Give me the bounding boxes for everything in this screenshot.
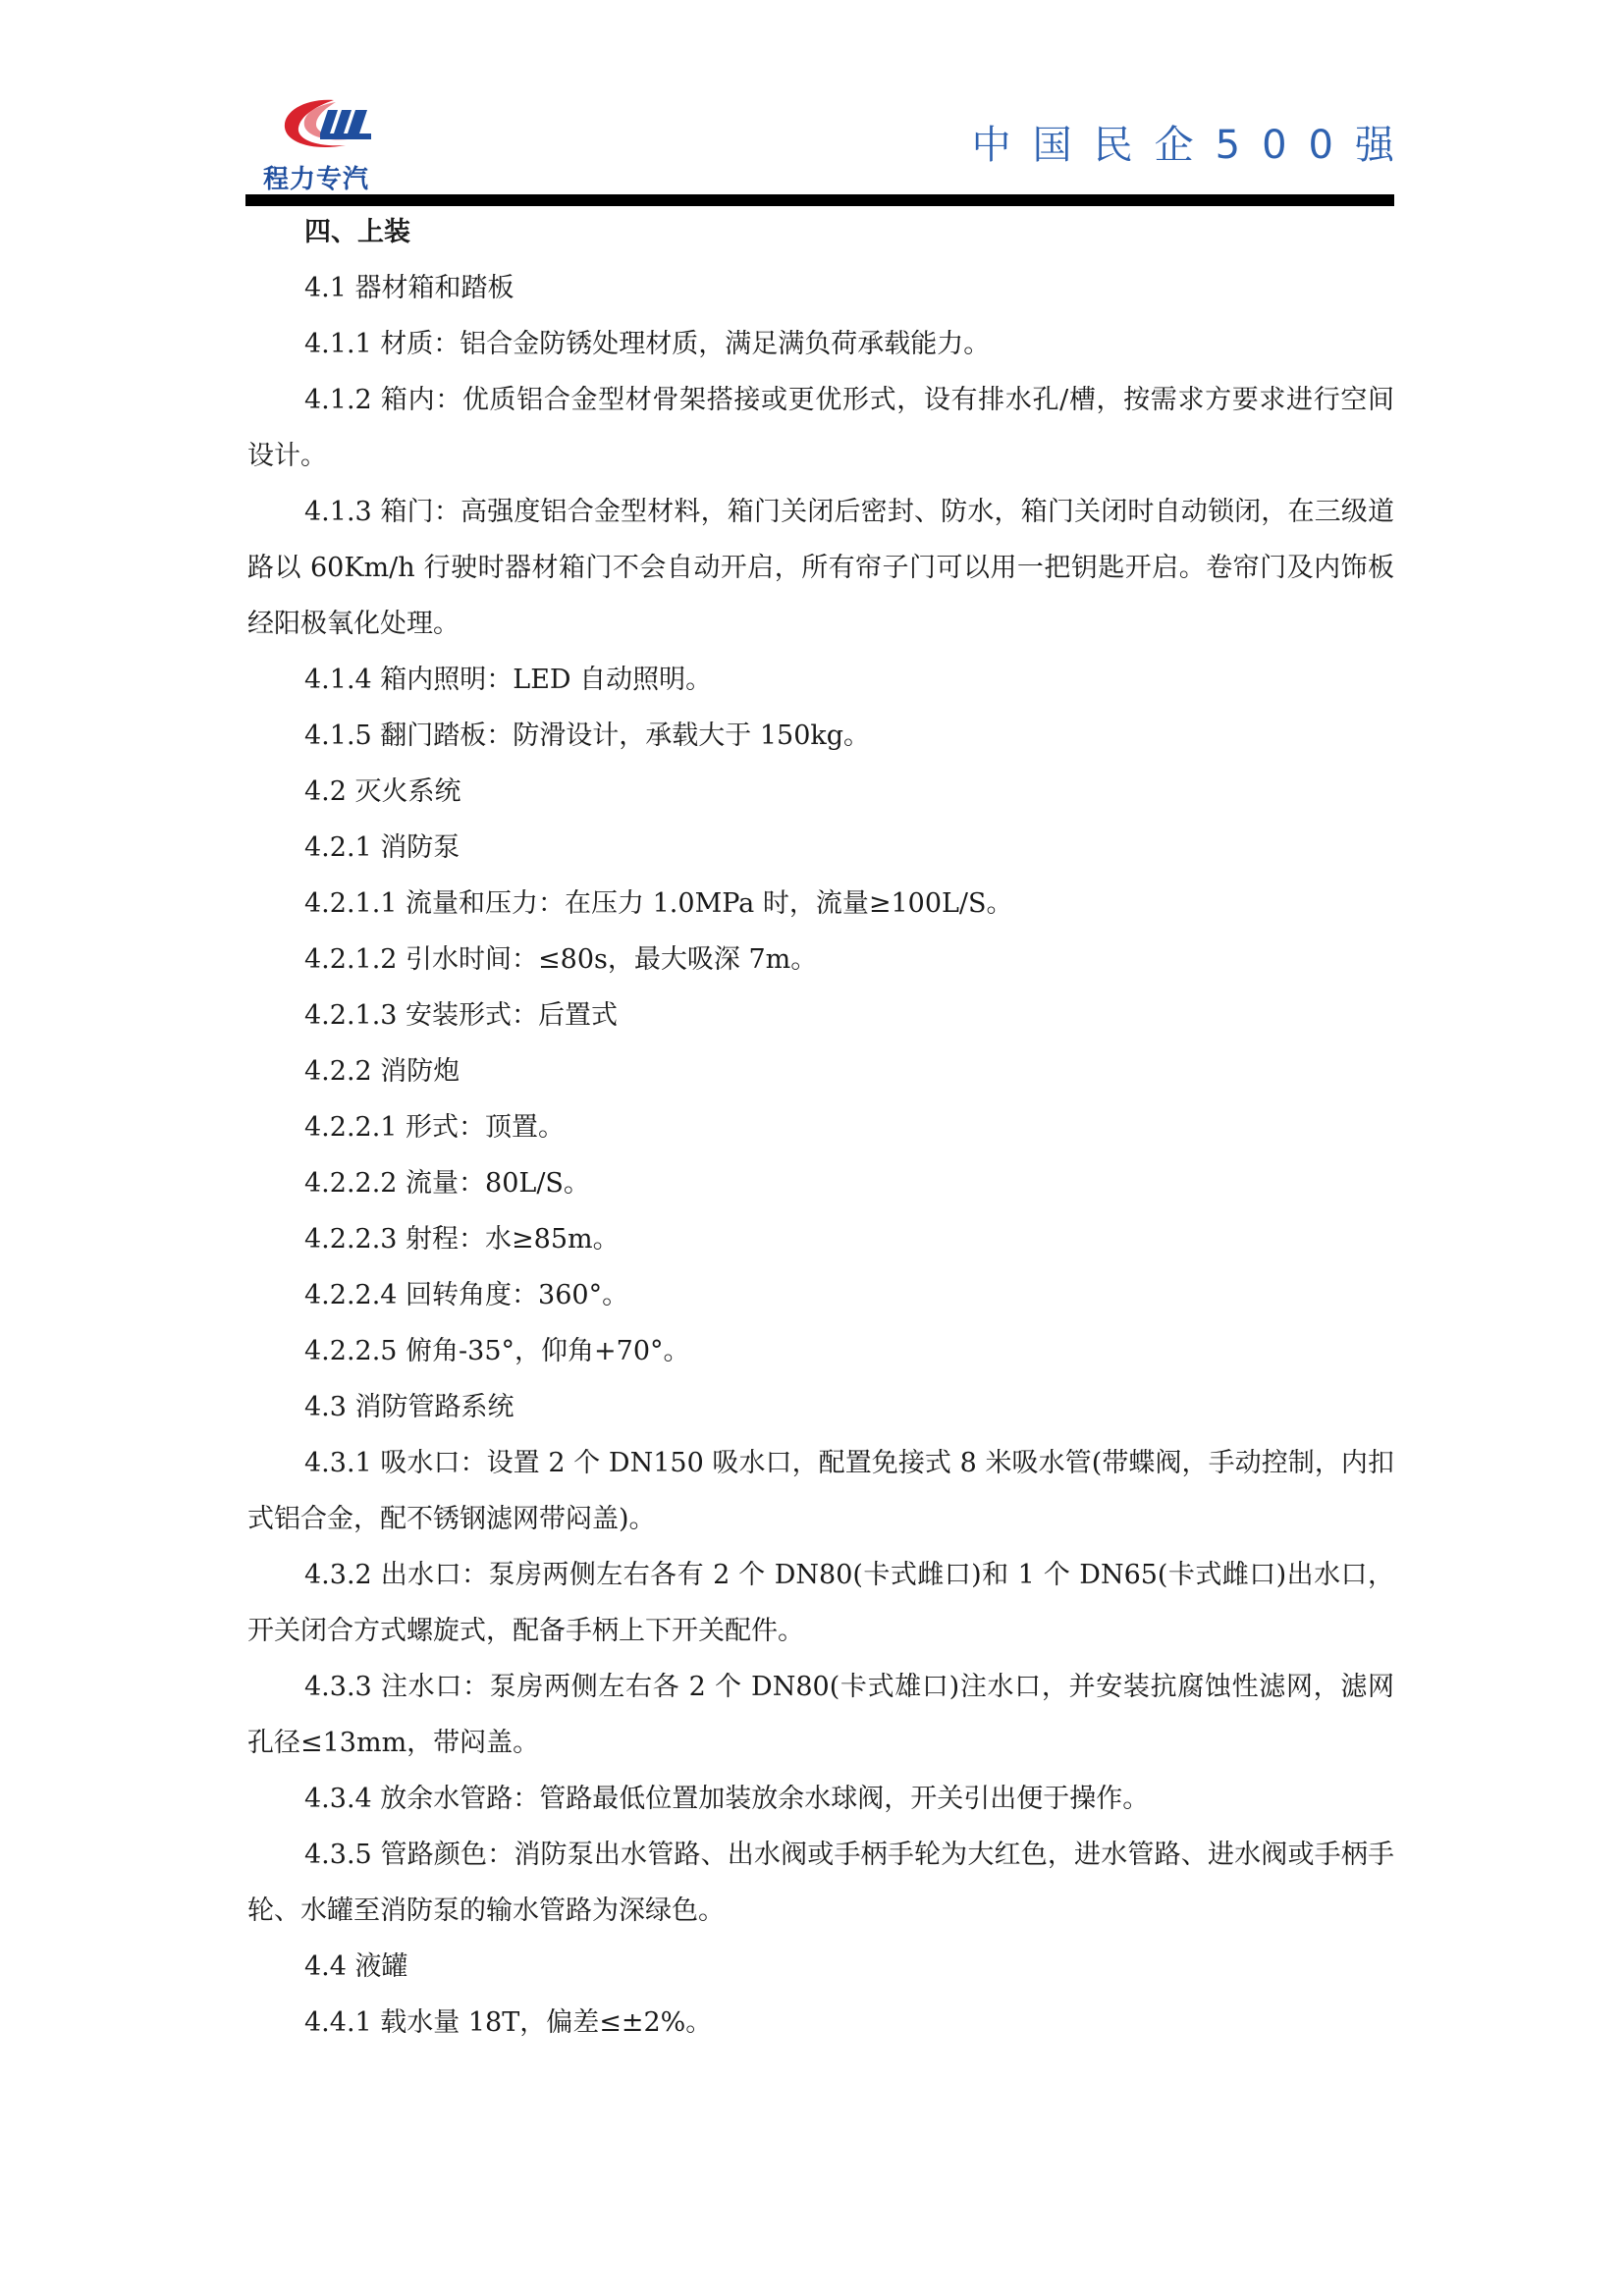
company-logo — [245, 94, 422, 192]
paragraph: 4.2.2.2 流量：80L/S。 — [304, 1168, 590, 1199]
paragraph: 4.3.5 管路颜色：消防泵出水管路、出水阀或手柄手轮为大红色，进水管路、进水阀或手柄手轮、水罐至消防泵的输水管路为深绿色。 — [247, 1840, 1394, 1926]
paragraph: 4.4 液罐 — [304, 1951, 408, 1982]
paragraph: 4.1.1 材质：铝合金防锈处理材质，满足满负荷承载能力。 — [304, 329, 991, 359]
paragraph: 4.2.2.4 回转角度：360°。 — [304, 1280, 629, 1310]
paragraph: 4.2.2 消防炮 — [304, 1056, 460, 1087]
paragraph: 4.2 灭火系统 — [304, 776, 461, 807]
paragraph: 4.2.1.1 流量和压力：在压力 1.0MPa 时，流量≥100L/S。 — [304, 888, 1013, 919]
paragraph: 4.3.4 放余水管路：管路最低位置加装放余水球阀，开关引出便于操作。 — [304, 1784, 1150, 1814]
section-heading: 四、上装 — [304, 217, 410, 247]
paragraph: 4.2.1.3 安装形式：后置式 — [304, 1000, 619, 1031]
paragraph: 4.4.1 载水量 18T，偏差≤±2%。 — [304, 2007, 713, 2038]
paragraph: 4.1.5 翻门踏板：防滑设计，承载大于 150kg。 — [304, 721, 871, 751]
document-body — [247, 204, 1394, 2051]
paragraph: 4.1.3 箱门：高强度铝合金型材料，箱门关闭后密封、防水，箱门关闭时自动锁闭，在三级道路以 60Km/h 行驶时器材箱门不会自动开启，所有帘子门可以用一把钥匙开启。卷帘门及内饰板经阳极氧化处理。 — [247, 497, 1394, 639]
paragraph: 4.1.4 箱内照明：LED 自动照明。 — [304, 665, 713, 695]
header-slogan: 中国民企500强 — [971, 123, 1416, 168]
paragraph: 4.2.2.3 射程：水≥85m。 — [304, 1224, 620, 1255]
paragraph: 4.1.2 箱内：优质铝合金型材骨架搭接或更优形式，设有排水孔/槽，按需求方要求进行空间设计。 — [247, 385, 1394, 471]
logo-emblem-icon — [277, 94, 385, 155]
paragraph: 4.2.1.2 引水时间：≤80s，最大吸深 7m。 — [304, 944, 818, 975]
paragraph: 4.2.2.1 形式：顶置。 — [304, 1112, 566, 1143]
paragraph: 4.3.3 注水口：泵房两侧左右各 2 个 DN80(卡式雄口)注水口，并安装抗腐蚀性滤网，滤网孔径≤13mm，带闷盖。 — [247, 1672, 1394, 1758]
logo-text: 程力专汽 — [263, 165, 370, 194]
paragraph: 4.3 消防管路系统 — [304, 1392, 514, 1422]
page-header — [245, 94, 1416, 200]
paragraph: 4.2.1 消防泵 — [304, 832, 460, 863]
paragraph: 4.3.2 出水口：泵房两侧左右各有 2 个 DN80(卡式雌口)和 1 个 DN65(卡式雌口)出水口，开关闭合方式螺旋式，配备手柄上下开关配件。 — [247, 1560, 1394, 1646]
paragraph: 4.3.1 吸水口：设置 2 个 DN150 吸水口，配置免接式 8 米吸水管(带蝶阀，手动控制，内扣式铝合金，配不锈钢滤网带闷盖)。 — [247, 1448, 1394, 1534]
paragraph: 4.1 器材箱和踏板 — [304, 273, 514, 303]
paragraph: 4.2.2.5 俯角-35°，仰角+70°。 — [304, 1336, 690, 1366]
